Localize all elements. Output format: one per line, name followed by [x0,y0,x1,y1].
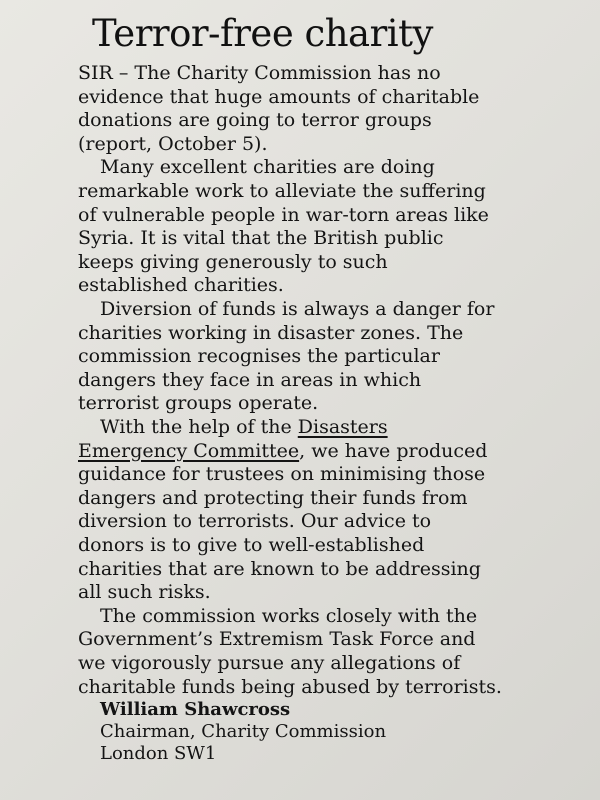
paragraph-line: charitable funds being abused by terrorists. [78,675,502,698]
paragraph-text: With the help of the [100,416,298,438]
paragraph-line [78,416,548,440]
paragraph-line: keeps giving generously to such [78,250,388,273]
paragraph-5 [78,605,548,699]
paragraph-4 [78,416,548,605]
paragraph-line: we vigorously pursue any allegations of [78,651,461,674]
disasters-emergency-committee-underline: Disasters [297,416,388,438]
paragraph-line: established charities. [78,274,284,297]
paragraph-3 [78,298,548,416]
paragraph-line: Syria. It is vital that the British public [78,227,444,250]
paragraph-line: (report, October 5). [78,132,268,155]
paragraph-line: Many excellent charities are doing [100,156,435,179]
paragraph-line: charities that are known to be addressing [78,557,481,580]
paragraph-line [78,440,548,464]
paragraph-line: Diversion of funds is always a danger for [100,298,495,321]
paragraph-2 [78,156,548,298]
paragraph-line: remarkable work to alleviate the suffering [78,180,486,203]
paragraph-text: , we have produced [299,439,488,462]
paragraph-line: evidence that huge amounts of charitable [78,85,480,108]
paragraph-line: dangers they face in areas in which [78,368,422,391]
paragraph-line: donations are going to terror groups [78,109,432,132]
headline: Terror-free charity [92,12,433,55]
paragraph-line: donors is to give to well-established [78,533,425,556]
paragraph-line: Government’s Extremism Task Force and [78,628,476,651]
paragraph-line: diversion to terrorists. Our advice to [78,510,432,533]
disasters-emergency-committee-underline: Emergency Committee [78,439,300,462]
paragraph-line: terrorist groups operate. [78,392,319,415]
letter-column [78,10,548,765]
paragraph-line: charities working in disaster zones. The [78,321,464,344]
signatory-name: William Shawcross [100,699,291,721]
paragraph-line: dangers and protecting their funds from [78,486,468,509]
signatory-location: London SW1 [100,743,217,765]
signatory-title: Chairman, Charity Commission [100,721,387,743]
signature-block [78,699,548,765]
paragraph-line: SIR – The Charity Commission has no [78,62,441,85]
paragraph-line: guidance for trustees on minimising those [78,463,486,486]
paragraph-1 [78,62,548,156]
paragraph-line: of vulnerable people in war-torn areas like [78,203,489,226]
paragraph-line: all such risks. [78,581,211,604]
paragraph-line: The commission works closely with the [100,604,478,627]
paragraph-line: commission recognises the particular [78,345,440,368]
